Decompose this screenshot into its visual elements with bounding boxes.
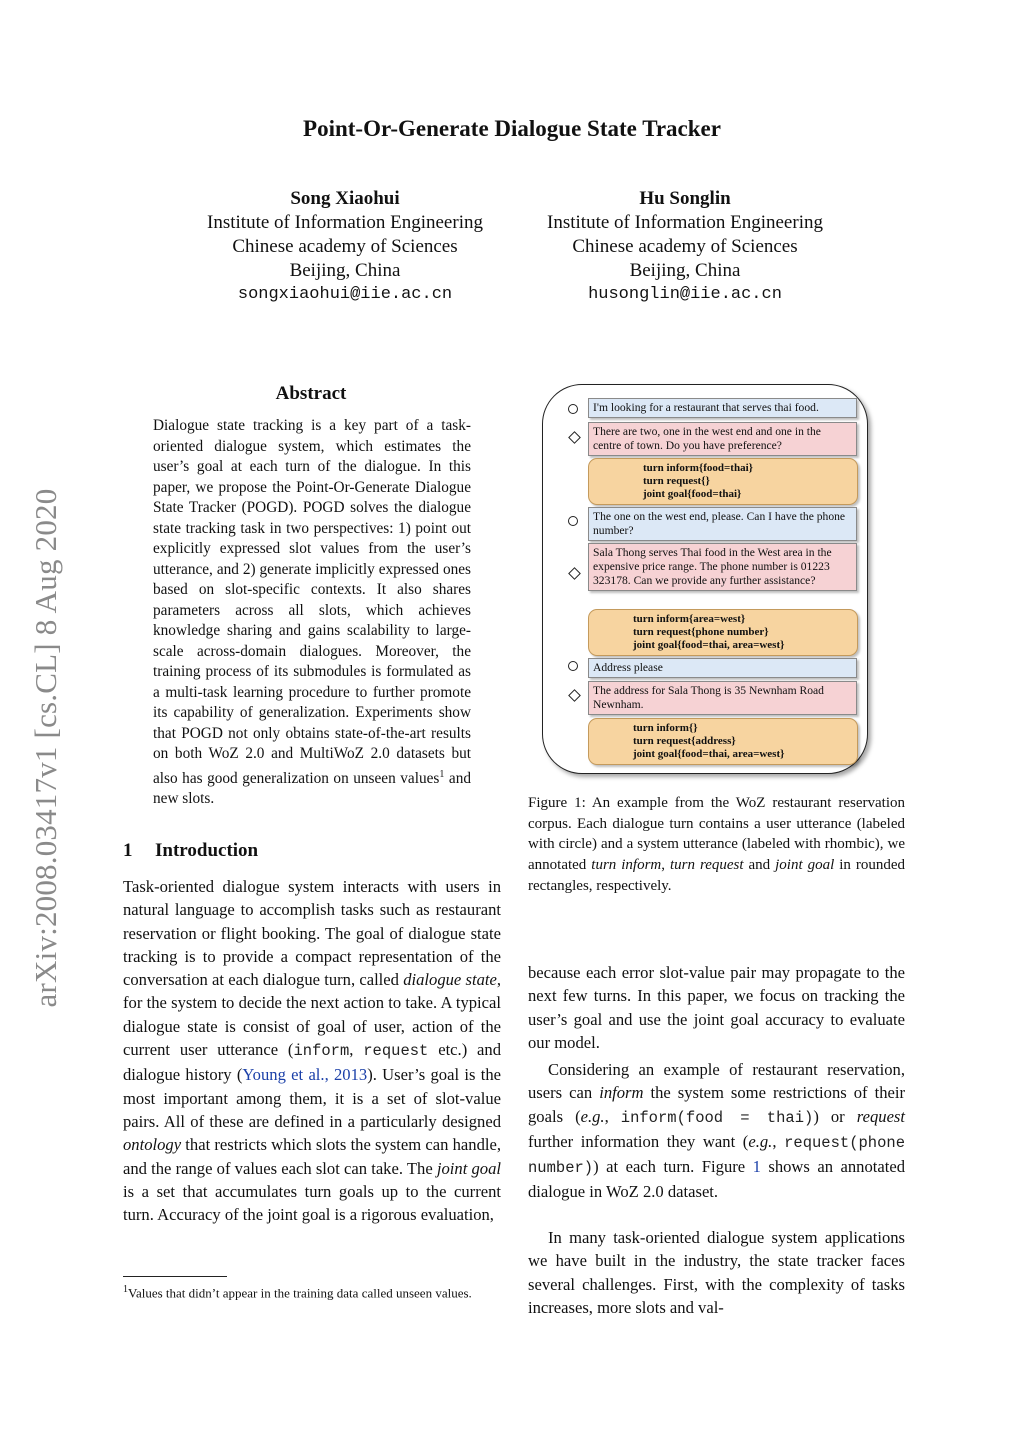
turn-annotation: turn inform{} turn request{address} joint goal{food=thai, area=west}	[588, 718, 858, 765]
turn-annotation: turn inform{food=thai} turn request{} joint goal{food=thai}	[588, 458, 858, 505]
author-email[interactable]: husonglin@iie.ac.cn	[588, 285, 782, 304]
figure-caption: Figure 1: An example from the WoZ restaurant reservation corpus. Each dialogue turn contains a user utterance (labeled with circle) and a system utterance (labeled with rhombic), we annotated turn inform, turn request and joint goal in rounded rectangles, respectively.	[528, 795, 906, 894]
right-paragraph-3: In many task-oriented dialogue system applications we have built in the industry, the state tracker faces several challenges. First, with the complexity of tasks increases, more slots and val-	[528, 1228, 905, 1317]
author-block-2	[515, 187, 855, 307]
system-utterance: There are two, one in the west end and one in the centre of town. Do you have preference?	[588, 422, 857, 456]
user-turn-circle-icon	[568, 661, 578, 671]
figure-ref-link[interactable]: 1	[752, 1157, 761, 1177]
author-name: Hu Songlin	[639, 188, 731, 209]
user-utterance: I'm looking for a restaurant that serves thai food.	[588, 398, 857, 418]
footnote-rule	[123, 1276, 227, 1277]
right-paragraph-2: Considering an example of restaurant reservation, users can inform the system some restrictions of their goals (e.g., inform(food = thai)) or request further information they want (e.g., request(phone number)) at each turn. Figure 1 shows an annotated dialogue in WoZ 2.0 dataset.	[528, 1060, 906, 1202]
citation-link[interactable]: Young et al., 2013	[242, 1065, 368, 1085]
section-heading: 1 Introduction	[123, 840, 259, 861]
user-turn-circle-icon	[568, 404, 578, 414]
turn-annotation: turn inform{area=west} turn request{phone number} joint goal{food=thai, area=west}	[588, 609, 858, 656]
author-email[interactable]: songxiaohui@iie.ac.cn	[237, 285, 453, 304]
footnote-mark[interactable]: 1	[439, 768, 445, 780]
author-name: Song Xiaohui	[290, 188, 400, 209]
dialogue-figure	[542, 384, 868, 774]
paper-title: Point-Or-Generate Dialogue State Tracker	[303, 116, 721, 141]
author-location: Beijing, China	[629, 260, 741, 281]
abstract-body: Dialogue state tracking is a key part of a task-oriented dialogue system, which estimates the user’s goal at each turn of the dialogue. In this paper, we propose the Point-Or-Generate Dialogue State Tracker (POGD). POGD solves the dialogue state tracking task in two perspectives: 1) point out explicitly expressed slot values from the user’s utterance, and 2) generate implicitly expressed ones based on slot-specific contexts. It also shares parameters across all slots, which achieves knowledge sharing and gains scalability to large-scale across-domain dialogues. Moreover, the training process of its submodules is formulated as a multi-task learning procedure to further promote its capability of generalization. Experiments show that POGD not only obtains state-of-the-art results on both WoZ 2.0 and MultiWoZ 2.0 datasets but also has good generalization on unseen values$^1$ and new slots.	[153, 417, 471, 808]
intro-paragraph: Task-oriented dialogue system interacts with users in natural language to accomplish tasks such as restaurant reservation or flight booking. The goal of dialogue state tracking is to provide a compact representation of the conversation at each dialogue turn, called dialogue state, for the system to decide the next action to take. A typical dialogue state is consist of goal of user, action of the current user utterance (inform, request etc.) and dialogue history (Young et al., 2013). User’s goal is the most important among them, it is a set of slot-value pairs. All of these are defined in a particularly designed ontology that restricts which slots the system can handle, and the range of values each slot can take. The joint goal is a set that accumulates turn goals up to the current turn. Accuracy of the joint goal is a rigorous evaluation,	[123, 877, 502, 1225]
author-affiliation: Chinese academy of Sciences	[232, 236, 458, 257]
user-utterance: The one on the west end, please. Can I have the phone number?	[588, 507, 857, 541]
user-turn-circle-icon	[568, 516, 578, 526]
system-utterance: Sala Thong serves Thai food in the West area in the expensive price range. The phone number is 01223 323178. Can we provide any further assistance?	[588, 543, 857, 591]
arxiv-identifier: arXiv:2008.03417v1 [cs.CL] 8 Aug 2020	[28, 488, 63, 1008]
author-affiliation: Institute of Information Engineering	[207, 212, 483, 233]
system-turn-rhombus-icon	[568, 567, 581, 580]
author-affiliation: Chinese academy of Sciences	[572, 236, 798, 257]
system-turn-rhombus-icon	[568, 431, 581, 444]
footnote: $^1$Values that didn’t appear in the training data called unseen values.	[123, 1284, 472, 1301]
user-utterance: Address please	[588, 658, 857, 678]
system-turn-rhombus-icon	[568, 689, 581, 702]
author-location: Beijing, China	[289, 260, 401, 281]
right-paragraph-1: because each error slot-value pair may propagate to the next few turns. In this paper, we focus on tracking the user’s goal and use the joint goal accuracy to evaluate our model.	[528, 963, 905, 1052]
author-affiliation: Institute of Information Engineering	[547, 212, 823, 233]
author-block-1	[175, 187, 515, 307]
abstract-heading: Abstract	[275, 383, 347, 404]
system-utterance: The address for Sala Thong is 35 Newnham Road Newnham.	[588, 681, 857, 715]
